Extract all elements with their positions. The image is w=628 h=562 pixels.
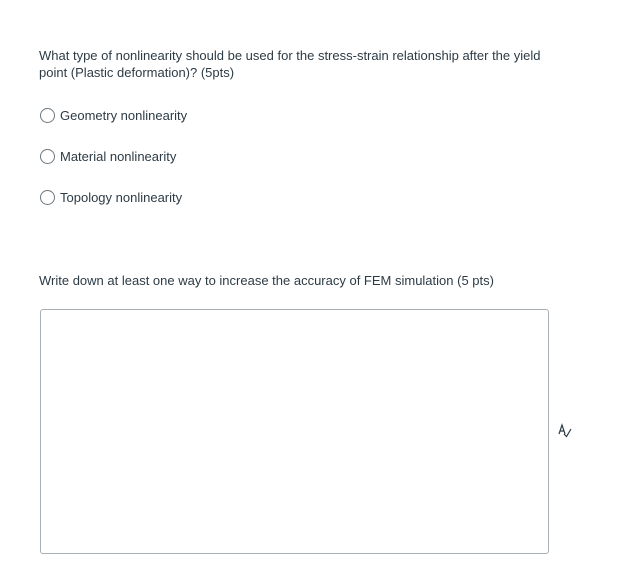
option-material-nonlinearity[interactable] xyxy=(40,149,176,164)
question-2-text: Write down at least one way to increase the accuracy of FEM simulation (5 pts) xyxy=(39,273,494,288)
question-1-text: What type of nonlinearity should be used for the stress-strain relationship after the yield point (Plastic deformation)? (5pts) xyxy=(39,48,541,80)
radio-button[interactable] xyxy=(40,108,55,123)
option-label: Geometry nonlinearity xyxy=(60,108,188,123)
option-label: Topology nonlinearity xyxy=(60,190,183,205)
option-label: Material nonlinearity xyxy=(60,149,177,164)
radio-button[interactable] xyxy=(40,190,55,205)
option-topology-nonlinearity[interactable] xyxy=(40,190,182,205)
radio-button[interactable] xyxy=(40,149,55,164)
option-geometry-nonlinearity[interactable] xyxy=(40,108,187,123)
answer-textarea[interactable] xyxy=(40,309,549,554)
spellcheck-icon[interactable] xyxy=(557,423,573,439)
